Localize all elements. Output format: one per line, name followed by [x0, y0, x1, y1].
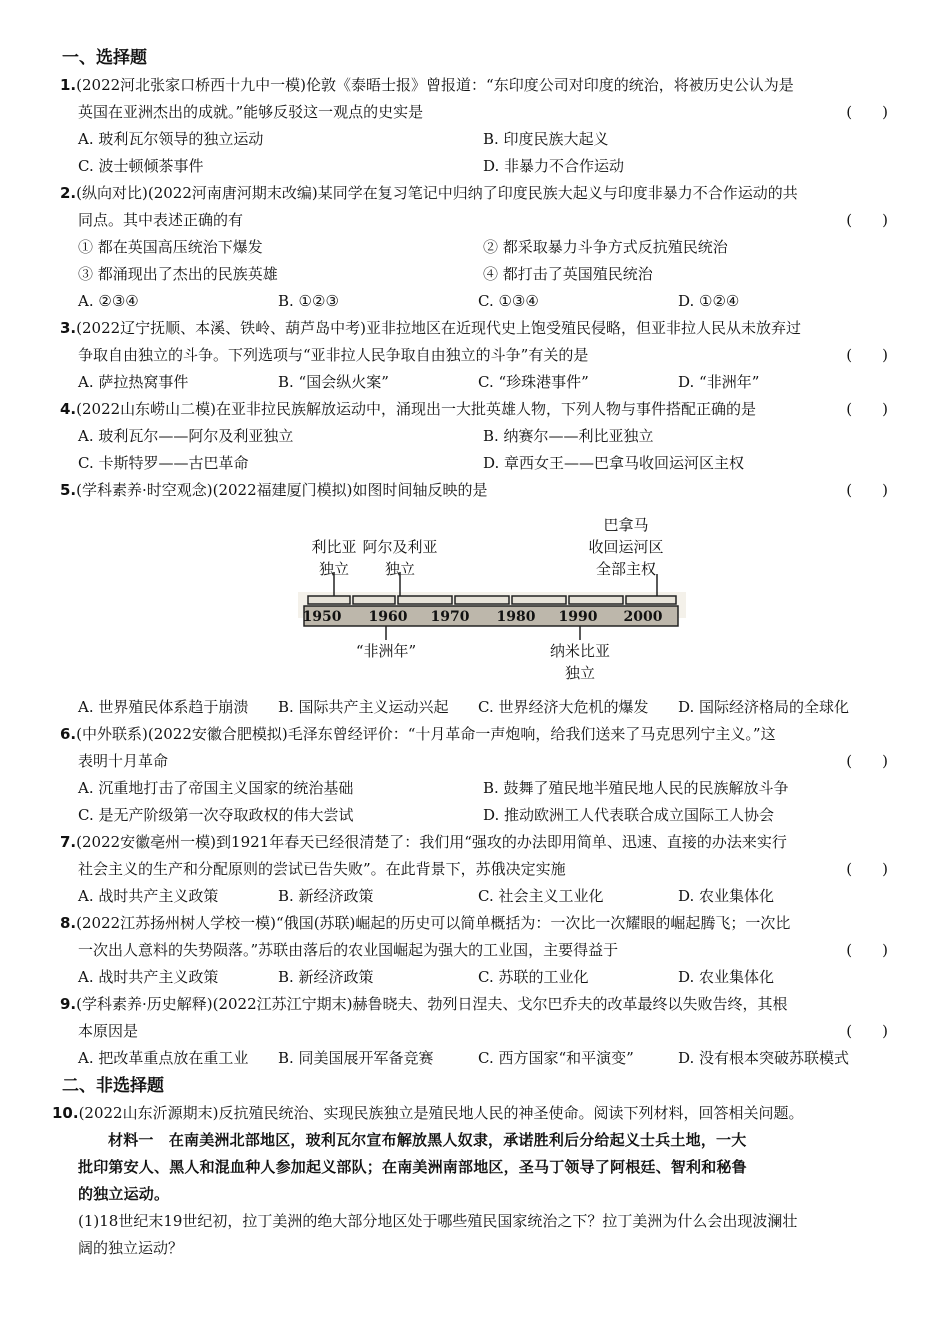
question-stem-line2: 英国在亚洲杰出的成就。”能够反驳这一观点的史实是	[78, 103, 424, 121]
year-label-2000: 2000	[623, 609, 663, 625]
statement-3: ③ 都涌现出了杰出的民族英雄	[78, 265, 278, 283]
option-d: D. ①②④	[678, 292, 740, 310]
sub-question-1-line1: (1)18世纪末19世纪初，拉丁美洲的绝大部分地区处于哪些殖民国家统治之下？拉丁美洲为什么会出现波澜壮	[78, 1212, 798, 1230]
answer-paren: ( )	[846, 481, 888, 499]
question-2	[60, 180, 888, 315]
answer-paren: ( )	[846, 1022, 888, 1040]
option-a: A. 玻利瓦尔——阿尔及利亚独立	[78, 427, 294, 445]
option-d: D. 农业集体化	[678, 887, 775, 905]
option-c: C. 苏联的工业化	[478, 968, 589, 986]
question-10	[52, 1100, 888, 1262]
option-d: D. 推动欧洲工人代表联合成立国际工人协会	[483, 806, 775, 824]
material-line3: 的独立运动。	[78, 1185, 170, 1203]
year-label-1960: 1960	[368, 609, 408, 625]
timeline-top-bar	[308, 596, 676, 604]
option-d: D. “非洲年”	[678, 373, 760, 391]
event-algeria-l2: 独立	[384, 560, 416, 578]
material-one	[78, 1127, 888, 1154]
year-label-1980: 1980	[496, 609, 536, 625]
statement-4: ④ 都打击了英国殖民统治	[483, 265, 653, 283]
option-c: C. “珍珠港事件”	[478, 373, 589, 391]
question-number: 7.	[60, 833, 77, 851]
question-5	[60, 477, 888, 721]
sub-question-1	[78, 1208, 888, 1262]
question-stem-line1: (学科素养·历史解释)(2022江苏江宁期末)赫鲁晓夫、勃列日涅夫、戈尔巴乔夫的改革最终以失败告终，其根	[76, 995, 788, 1013]
question-stem-line2: 争取自由独立的斗争。下列选项与“亚非拉人民争取自由独立的斗争”有关的是	[78, 346, 589, 364]
question-stem-line2: 表明十月革命	[78, 752, 169, 770]
option-a: A. 玻利瓦尔领导的独立运动	[78, 130, 264, 148]
option-b: B. 新经济政策	[278, 887, 374, 905]
question-stem-line1: (2022辽宁抚顺、本溪、铁岭、葫芦岛中考)亚非拉地区在近现代史上饱受殖民侵略，但亚非拉人民从未放弃过	[76, 319, 802, 337]
question-3	[60, 315, 888, 396]
question-stem-line2: 社会主义的生产和分配原则的尝试已告失败”。在此背景下，苏俄决定实施	[78, 860, 566, 878]
question-stem-line1: (中外联系)(2022安徽合肥模拟)毛泽东曾经评价：“十月革命一声炮响，给我们送来了马克思列宁主义。”这	[76, 725, 776, 743]
option-b: B. 新经济政策	[278, 968, 374, 986]
option-c: C. ①③④	[478, 292, 539, 310]
answer-paren: ( )	[846, 211, 888, 229]
option-b: B. 纳赛尔——利比亚独立	[483, 427, 654, 445]
question-stem-line1: (2022河北张家口桥西十九中一模)伦敦《泰晤士报》曾报道：“东印度公司对印度的统治，将被历史公认为是	[76, 76, 794, 94]
statement-1: ① 都在英国高压统治下爆发	[78, 238, 263, 256]
event-namibia-l1: 纳米比亚	[549, 642, 611, 660]
question-stem-line1: (2022山东崂山二模)在亚非拉民族解放运动中，涌现出一大批英雄人物，下列人物与事件搭配正确的是	[76, 400, 757, 418]
question-number: 9.	[60, 995, 77, 1013]
option-c: C. 世界经济大危机的爆发	[478, 698, 649, 716]
event-africa-year: “非洲年”	[355, 642, 417, 660]
option-d: D. 国际经济格局的全球化	[678, 698, 850, 716]
section-title-non-choice: 二、非选择题	[62, 1076, 164, 1096]
option-d: D. 非暴力不合作运动	[483, 157, 625, 175]
option-c: C. 社会主义工业化	[478, 887, 604, 905]
answer-paren: ( )	[846, 752, 888, 770]
option-a: A. 沉重地打击了帝国主义国家的统治基础	[78, 779, 354, 797]
year-label-1950: 1950	[302, 609, 342, 625]
option-a: A. 萨拉热窝事件	[78, 373, 189, 391]
question-stem-line2: 本原因是	[78, 1022, 139, 1040]
event-libya-l1: 利比亚	[311, 538, 357, 556]
option-b: B. “国会纵火案”	[278, 373, 389, 391]
question-stem-line1: (2022江苏扬州树人学校一模)“俄国(苏联)崛起的历史可以简单概括为：一次比一次耀眼的崛起腾飞；一次比	[76, 914, 791, 932]
material-line1: 在南美洲北部地区，玻利瓦尔宣布解放黑人奴隶，承诺胜利后分给起义士兵土地，一大	[168, 1131, 747, 1149]
event-panama-l1: 巴拿马	[603, 516, 649, 534]
question-number: 4.	[60, 400, 77, 418]
option-c: C. 是无产阶级第一次夺取政权的伟大尝试	[78, 806, 354, 824]
question-1	[60, 72, 888, 180]
question-stem-line1: (2022安徽亳州一模)到1921年春天已经很清楚了：我们用“强攻的办法即用简单、迅速、直接的办法来实行	[76, 833, 787, 851]
question-number: 6.	[60, 725, 77, 743]
option-c: C. 波士顿倾茶事件	[78, 157, 204, 175]
answer-paren: ( )	[846, 941, 888, 959]
question-9	[60, 991, 888, 1072]
question-stem-line1: (学科素养·时空观念)(2022福建厦门模拟)如图时间轴反映的是	[76, 481, 488, 499]
option-a: A. 战时共产主义政策	[78, 968, 219, 986]
event-panama-l2: 收回运河区	[588, 538, 664, 556]
timeline-figure	[78, 504, 888, 694]
question-6	[60, 721, 888, 829]
question-number: 3.	[60, 319, 77, 337]
question-7	[60, 829, 888, 910]
question-stem-line1: (纵向对比)(2022河南唐河期末改编)某同学在复习笔记中归纳了印度民族大起义与印度非暴力不合作运动的共	[76, 184, 798, 202]
option-c: C. 卡斯特罗——古巴革命	[78, 454, 249, 472]
option-a: A. 把改革重点放在重工业	[78, 1049, 249, 1067]
option-d: D. 农业集体化	[678, 968, 775, 986]
material-one-cont	[78, 1154, 888, 1208]
material-line2: 批印第安人、黑人和混血种人参加起义部队；在南美洲南部地区，圣马丁领导了阿根廷、智利和秘鲁	[78, 1158, 747, 1176]
question-4	[60, 396, 888, 477]
option-a: A. 世界殖民体系趋于崩溃	[78, 698, 249, 716]
answer-paren: ( )	[846, 103, 888, 121]
option-b: B. ①②③	[278, 292, 339, 310]
question-number: 5.	[60, 481, 77, 499]
option-a: A. ②③④	[78, 292, 139, 310]
answer-paren: ( )	[846, 400, 888, 418]
question-number: 8.	[60, 914, 77, 932]
year-label-1970: 1970	[430, 609, 470, 625]
statement-2: ② 都采取暴力斗争方式反抗殖民统治	[483, 238, 728, 256]
answer-paren: ( )	[846, 346, 888, 364]
timeline-axis	[304, 606, 678, 626]
timeline-svg	[78, 504, 888, 694]
option-b: B. 印度民族大起义	[483, 130, 609, 148]
question-number: 10.	[52, 1104, 79, 1122]
question-stem-line2: 同点。其中表述正确的有	[78, 211, 244, 229]
question-8	[60, 910, 888, 991]
year-label-1990: 1990	[558, 609, 598, 625]
option-b: B. 国际共产主义运动兴起	[278, 698, 449, 716]
question-number: 1.	[60, 76, 77, 94]
option-b: B. 同美国展开军备竞赛	[278, 1049, 434, 1067]
option-a: A. 战时共产主义政策	[78, 887, 219, 905]
question-number: 2.	[60, 184, 77, 202]
section-title-choice: 一、选择题	[62, 48, 147, 68]
option-c: C. 西方国家“和平演变”	[478, 1049, 634, 1067]
question-stem-line2: 一次出人意料的失势陨落。”苏联由落后的农业国崛起为强大的工业国，主要得益于	[78, 941, 619, 959]
question-stem-line1: (2022山东沂源期末)反抗殖民统治、实现民族独立是殖民地人民的神圣使命。阅读下列材料，回答相关问题。	[78, 1104, 804, 1122]
material-label: 材料一	[108, 1131, 154, 1149]
sub-question-1-line2: 阔的独立运动？	[78, 1239, 184, 1257]
event-libya-l2: 独立	[318, 560, 350, 578]
event-panama-l3: 全部主权	[595, 560, 657, 578]
event-namibia-l2: 独立	[564, 664, 596, 682]
answer-paren: ( )	[846, 860, 888, 878]
option-d: D. 章西女王——巴拿马收回运河区主权	[483, 454, 745, 472]
event-algeria-l1: 阿尔及利亚	[362, 538, 438, 556]
option-b: B. 鼓舞了殖民地半殖民地人民的民族解放斗争	[483, 779, 789, 797]
option-d: D. 没有根本突破苏联模式	[678, 1049, 850, 1067]
